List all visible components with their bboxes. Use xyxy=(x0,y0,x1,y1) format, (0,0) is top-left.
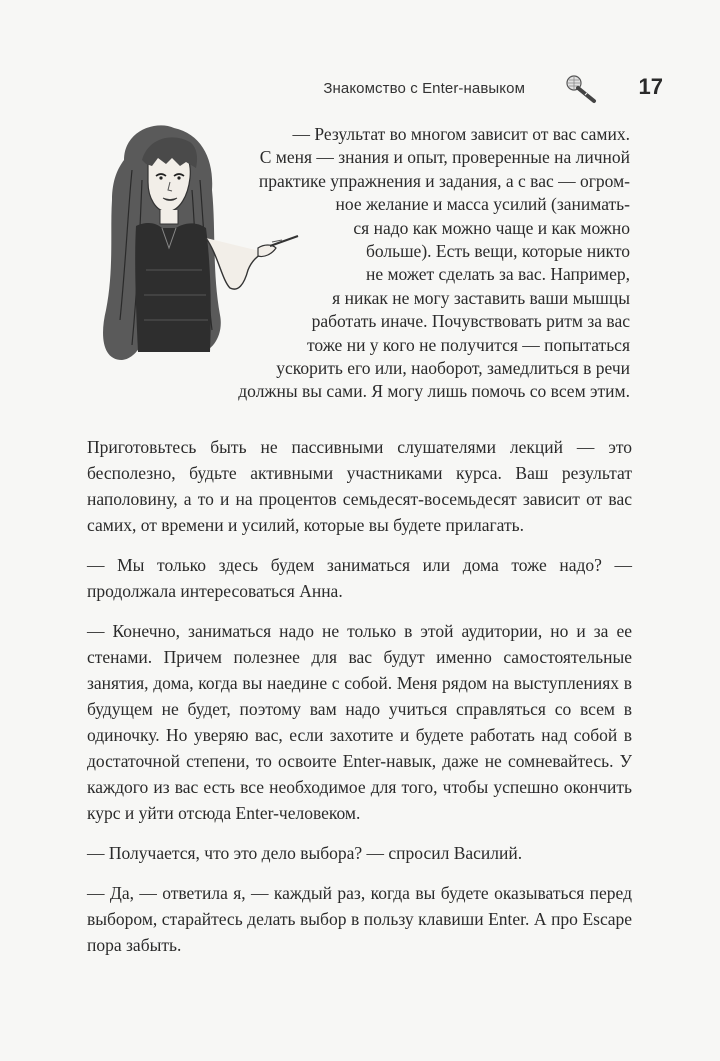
text-line: ускорить его или, наоборот, замедлиться в речи xyxy=(276,358,630,379)
text-line: ное желание и масса усилий (занимать- xyxy=(335,194,630,215)
paragraph: — Да, — ответила я, — каждый раз, когда вы будете оказываться перед выбором, старайтесь делать выбор в пользу клавиши Enter. А про Escape пора забыть. xyxy=(87,883,632,955)
paragraph: — Мы только здесь будем заниматься или дома тоже надо? — продолжала интересоваться Анна. xyxy=(87,555,632,601)
paragraph: — Конечно, заниматься надо не только в этой аудитории, но и за ее стенами. Причем полезнее для вас будут именно самостоятельные занятия, дома, когда вы наедине с собой. Меня рядом на выступлениях в будущем не будет, поэтому вам надо учиться справляться со всем в одиночку. Но уверяю вас, если захотите и будете работать над собой в достаточной степени, то освоите Enter-навык, даже не сомневайтесь. У каждого из вас есть все необходимое для того, чтобы успешно окончить курс и уйти отсюда Enter-человеком. xyxy=(87,621,632,823)
text-line: не может сделать за вас. Например, xyxy=(365,264,630,285)
text-line: работать иначе. Почувствовать ритм за вас xyxy=(311,311,630,332)
text-line: практике упражнения и задания, а с вас — огром- xyxy=(258,170,630,191)
intro-text xyxy=(180,123,630,404)
text-line: тоже ни у кого не получится — попытаться xyxy=(306,334,630,355)
page-number: 17 xyxy=(638,74,663,99)
paragraph: — Получается, что это дело выбора? — спросил Василий. xyxy=(87,843,523,863)
text-line: я никак не могу заставить ваши мышцы xyxy=(332,287,630,308)
text-line: должны вы сами. Я могу лишь помочь со всем этим. xyxy=(238,381,630,402)
running-header xyxy=(0,72,663,108)
text-line: больше). Есть вещи, которые никто xyxy=(365,241,630,262)
body-text xyxy=(87,434,632,972)
paragraph: Приготовьтесь быть не пассивными слушателями лекций — это бесполезно, будьте активными участниками курса. Ваш результат наполовину, а то и на процентов семьдесят-восемьдесят зависит от вас самих, от времени и усилий, которые вы будете прилагать. xyxy=(87,437,632,535)
text-line: — Результат во многом зависит от вас самих. xyxy=(292,124,630,144)
text-line: С меня — знания и опыт, проверенные на личной xyxy=(259,147,630,168)
chapter-title: Знакомство с Enter-навыком xyxy=(323,80,525,97)
microphone-icon xyxy=(565,74,601,106)
text-line: ся надо как можно чаще и как можно xyxy=(353,217,630,238)
